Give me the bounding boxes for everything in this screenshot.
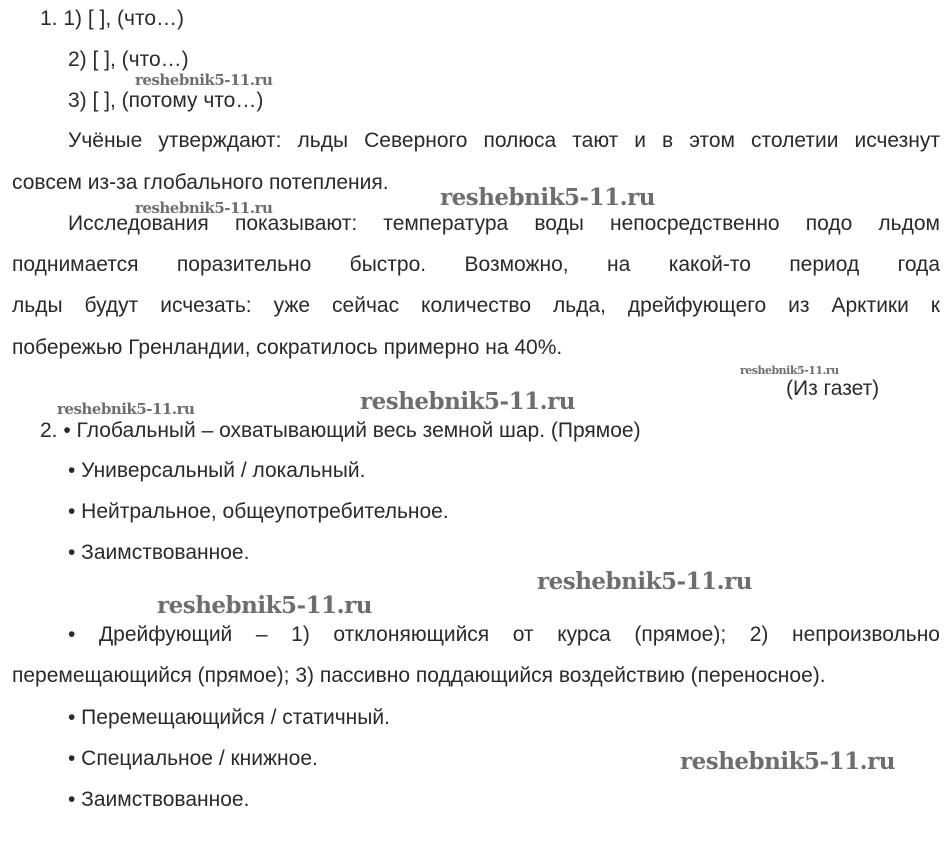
task1-item-1: 1. 1) [ ], (что…) — [40, 7, 185, 30]
paragraph-line: поднимается поразительно быстро. Возможно, на какой-то период года — [12, 253, 940, 276]
paragraph-line: Исследования показывают: температура воды непосредственно подо льдом — [68, 212, 940, 235]
paragraph-line: Учёные утверждают: льды Северного полюса тают и в этом столетии исчезнут — [68, 129, 940, 152]
task1-item-3: 3) [ ], (потому что…) — [68, 89, 264, 112]
task2-line-6: • Специальное / книжное. — [68, 747, 318, 770]
task2-line-1: 2. • Глобальный – охватывающий весь земной шар. (Прямое) — [40, 419, 641, 442]
paragraph-line: перемещающийся (прямое); 3) пассивно поддающийся воздействию (переносное). — [12, 664, 826, 687]
task2-line-3: • Нейтральное, общеупотребительное. — [68, 500, 449, 523]
paragraph-drifting — [12, 622, 940, 648]
paragraph-line: совсем из-за глобального потепления. — [12, 171, 389, 194]
paragraph-research-line2 — [12, 252, 940, 278]
paragraph-scientists — [12, 128, 940, 154]
watermark-text: reshebnik5-11.ru — [537, 568, 752, 595]
paragraph-research-line3 — [12, 293, 940, 319]
task2-line-4: • Заимствованное. — [68, 541, 250, 564]
watermark-text: reshebnik5-11.ru — [740, 364, 839, 377]
paragraph-line: льды будут исчезать: уже сейчас количество льда, дрейфующего из Арктики к — [12, 294, 940, 317]
paragraph-line: побережью Гренландии, сократилось примерно на 40%. — [12, 336, 563, 359]
watermark-text: reshebnik5-11.ru — [135, 71, 273, 89]
task1-item-2: 2) [ ], (что…) — [68, 48, 189, 71]
task2-line-2: • Универсальный / локальный. — [68, 459, 366, 482]
watermark-text: reshebnik5-11.ru — [440, 184, 655, 211]
task2-line-7: • Заимствованное. — [68, 788, 250, 811]
watermark-text: reshebnik5-11.ru — [680, 748, 895, 775]
source-citation: (Из газет) — [786, 377, 880, 400]
watermark-text: reshebnik5-11.ru — [157, 592, 372, 619]
paragraph-line: • Дрейфующий – 1) отклоняющийся от курса (прямое); 2) непроизвольно — [68, 623, 940, 646]
task2-line-5: • Перемещающийся / статичный. — [68, 706, 390, 729]
watermark-text: reshebnik5-11.ru — [57, 400, 195, 418]
watermark-text: reshebnik5-11.ru — [135, 199, 273, 217]
watermark-text: reshebnik5-11.ru — [360, 388, 575, 415]
